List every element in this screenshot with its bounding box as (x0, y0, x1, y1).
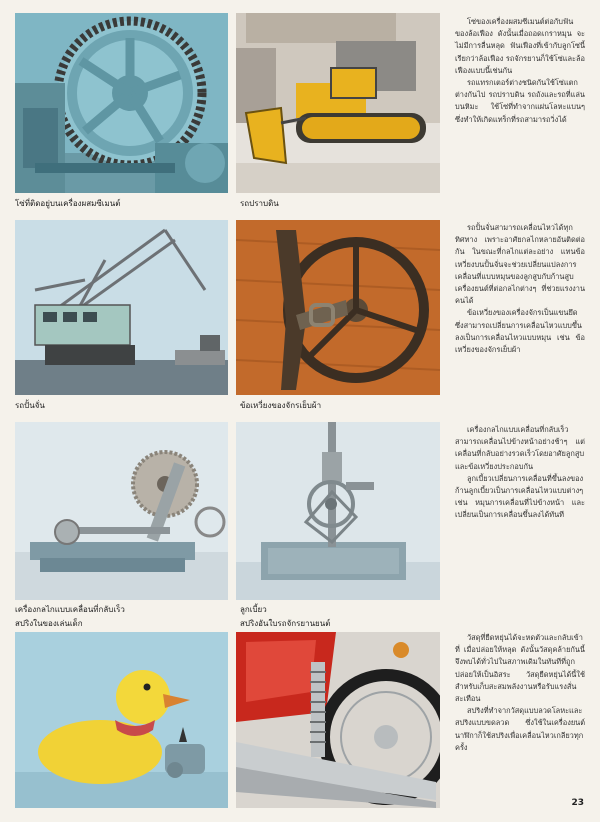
paragraph: วัสดุที่ยืดหยุ่นได้จะหดตัวและกลับเข้าที่ เมื่อปล่อยให้หลุด ดังนั้นวัสดุคล้ายกันนี้จึงพบได้ทั่วไปในสภาพเดิมในทันทีที่ถูกปล่อยให้เป็นอิสระ วัสดุยืดหยุ่นได้นี้ใช้สำหรับเก็บสะสมพลังงานหรือรับแรงสั่นสะเทือน (455, 633, 585, 704)
caption-crane: รถปั้นจั่น (15, 401, 45, 410)
page-number: 23 (571, 798, 584, 808)
bulldozer-photo (236, 13, 440, 193)
caption-toy-spring: สปริงในของเล่นเด็ก (15, 619, 83, 628)
caption-sewing-crank: ข้อเหวี่ยงของจักรเย็บผ้า (240, 401, 322, 410)
cement-mixer-photo (15, 13, 228, 193)
cam-photo (236, 422, 440, 600)
text-block-cranks (455, 222, 585, 356)
text-block-chains (455, 16, 585, 126)
toy-duck-photo (15, 632, 228, 808)
paragraph: สปริงที่ทำจากวัสดุแบบลวดโลหะและสปริงแบบขดลวด ซึ่งใช้ในเครื่องยนต์ นาฬิกาก็ใช้สปริงเพื่อเคลื่อนไหวเกลียวทุกครั้ง (455, 706, 585, 752)
caption-quick-return: เครื่องกลไกแบบเคลื่อนที่กลับเร็ว (15, 605, 125, 614)
sewing-crank-photo (236, 220, 440, 395)
crane-photo (15, 220, 228, 395)
paragraph: ข้อเหวี่ยงของเครื่องจักรเป็นแขนยึดซึ่งสามารถเปลี่ยนการเคลื่อนไหวแบบขึ้นลงเป็นการเคลื่อนไหวแบบหมุน เช่น ข้อเหวี่ยงของจักรเย็บผ้า (455, 308, 585, 355)
paragraph: รถปั้นจั่นสามารถเคลื่อนไหวได้ทุกทิศทาง เพราะอาศัยกลไกหลายอันติดต่อกัน ในขณะที่กลไกแต่ละอย่าง แทนข้อเหวี่ยงบนปั้นจั่นจะช่วยเปลี่ยนแปลงการเคลื่อนที่แบบหมุนของลูกสูบกับก้านสูบ เครื่องยนต์ที่ต่อกลไกต่างๆ ที่ช่วยแรงงานคนได้ (455, 223, 585, 306)
paragraph: รถแทรกเตอร์ต่างชนิดกันใช้โซ่แตกต่างกันไป รถปราบดิน รถถังและรถที่แล่นบนหิมะ ใช้โซ่ที่ทำจากแผ่นโลหะแบนๆ ซึ่งทำให้เกิดแทร็กที่รถสามารถวิ่งได้ (455, 78, 585, 124)
paragraph: ลูกเบี้ยวเปลี่ยนการเคลื่อนที่ขึ้นลงของก้านลูกเบี้ยวเป็นการเคลื่อนไหวแบบต่างๆ เช่น หมุนการเคลื่อนที่ไปข้างหน้า และเปลี่ยนเป็นการเคลื่อนขึ้นลงได้ทันที (455, 473, 585, 520)
motorcycle-spring-photo (236, 632, 440, 808)
quick-return-mechanism-photo (15, 422, 228, 600)
text-block-quick-return (455, 424, 585, 522)
caption-motorcycle-spring: สปริงอันใบรถจักรยานยนต์ (240, 619, 331, 628)
paragraph: โซ่ของเครื่องผสมซีเมนต์ต่อกับฟันของล้อเฟือง ดังนั้นเมื่อถอดเกราหมุน จะไม่มีการลื่นหลุด ฟันเฟืองที่เข้ากับลูกโซ่นี้เรียกว่าล้อเฟือง รถจักรยานก็ใช้โซ่และล้อเฟืองแบบนี้เช่นกัน (455, 17, 585, 75)
caption-cement-mixer: โซ่ที่ติดอยู่บนเครื่องผสมซีเมนต์ (15, 199, 121, 208)
caption-bulldozer: รถปราบดิน (240, 199, 279, 208)
caption-cam: ลูกเบี้ยว (240, 605, 267, 614)
text-block-springs (455, 632, 585, 754)
paragraph: เครื่องกลไกแบบเคลื่อนที่กลับเร็วสามารถเคลื่อนไปข้างหน้าอย่างช้าๆ แต่เคลื่อนที่กลับอย่างรวดเร็วโดยอาศัยลูกสูบและข้อเหวี่ยงประกอบกัน (455, 425, 585, 471)
